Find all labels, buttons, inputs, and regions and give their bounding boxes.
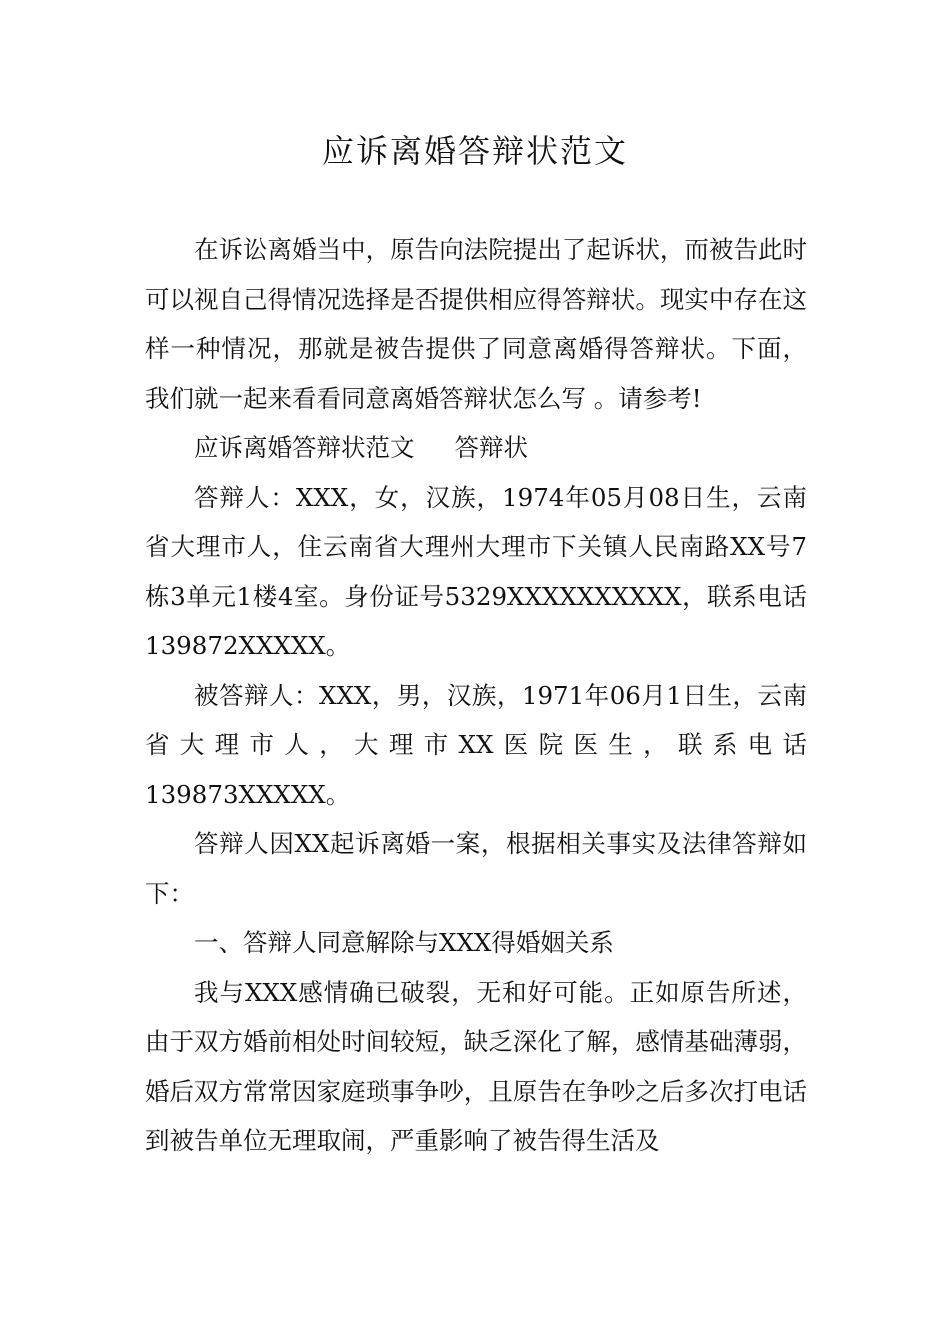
plaintiff-paragraph: 被答辩人：XXX，男，汉族，1971年06月1日生，云南省大理市人，大理市XX医院医生，联系电话139873XXXXX。 — [145, 680, 807, 809]
respondent-paragraph: 答辩人：XXX，女，汉族，1974年05月08日生，云南省大理市人，住云南省大理州大理市下关镇人民南路XX号7栋3单元1楼4室。身份证号5329XXXXXXXXXX，联系电话139872XXXXX。 — [145, 482, 807, 660]
document-title: 应诉离婚答辩状范文 — [321, 132, 628, 170]
section-heading-one: 一、答辩人同意解除与XXX得婚姻关系 — [194, 928, 614, 957]
document-body — [145, 225, 807, 1166]
subheading-line — [145, 423, 807, 473]
subheading-left: 应诉离婚答辩状范文 — [194, 433, 415, 462]
statement-paragraph: 答辩人因XX起诉离婚一案，根据相关事实及法律答辩如下： — [145, 829, 807, 908]
intro-paragraph: 在诉讼离婚当中，原告向法院提出了起诉状，而被告此时可以视自己得情况选择是否提供相应得答辩状。现实中存在这样一种情况，那就是被告提供了同意离婚得答辩状。下面， 我们就一起来看看同意离婚答辩状怎么写 。请参考! — [145, 235, 807, 413]
subheading-right: 答辩状 — [454, 433, 528, 462]
section-one-paragraph: 我与XXX感情确已破裂，无和好可能。正如原告所述，由于双方婚前相处时间较短，缺乏深化了解，感情基础薄弱，婚后双方常常因家庭琐事争吵，且原告在争吵之后多次打电话到被告单位无理取闹，严重影响了被告得生活及 — [145, 977, 807, 1155]
